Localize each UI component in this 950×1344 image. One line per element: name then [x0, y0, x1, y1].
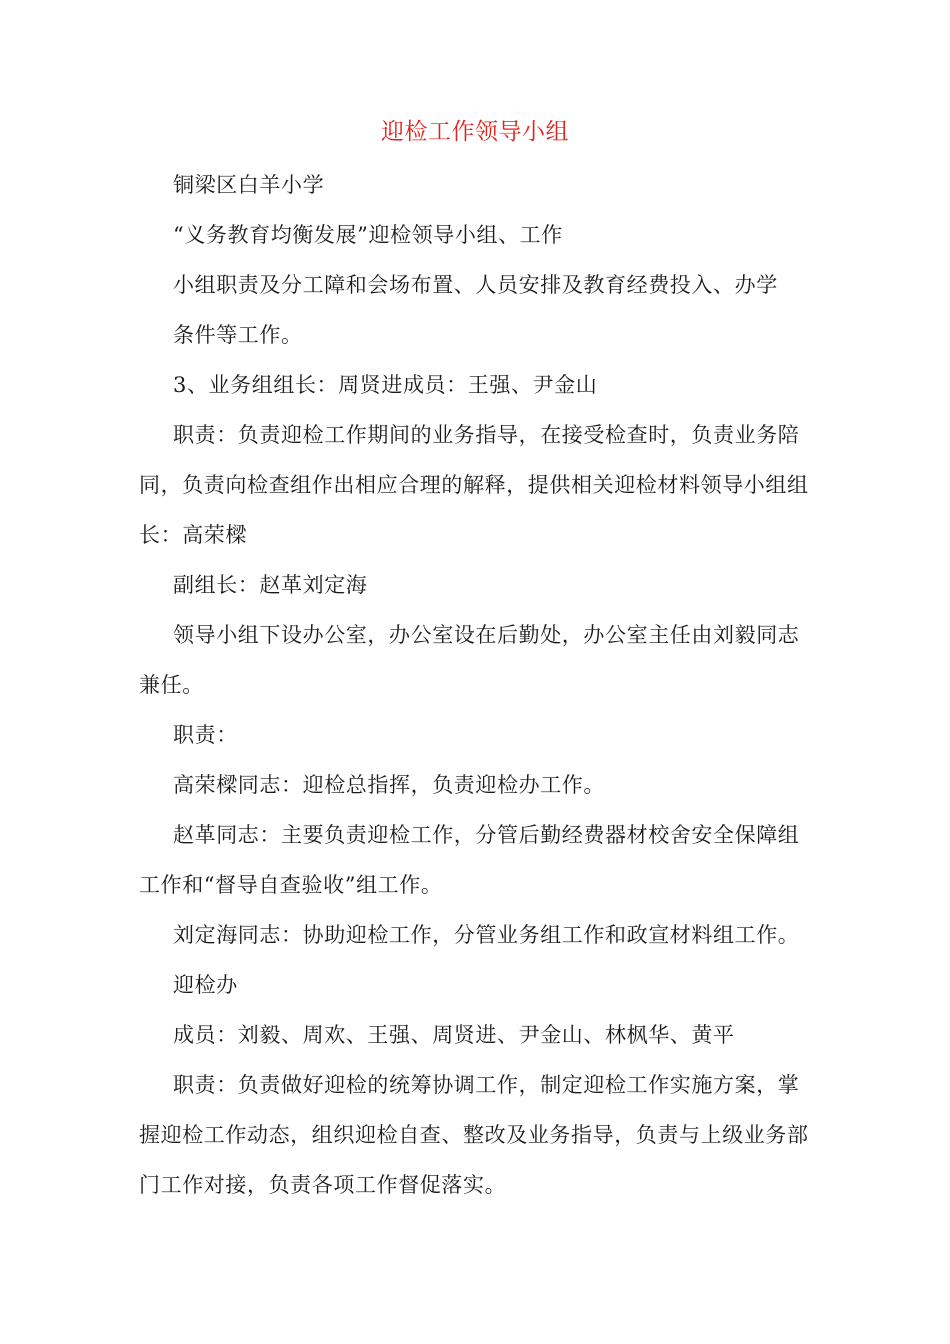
paragraph: 铜梁区白羊小学: [173, 173, 325, 197]
paragraph: 小组职责及分工障和会场布置、人员安排及教育经费投入、办学: [173, 273, 778, 297]
paragraph: 成员：刘毅、周欢、王强、周贤进、尹金山、林枫华、黄平: [173, 1023, 735, 1047]
document-body: [139, 160, 819, 1210]
paragraph: 职责：负责迎检工作期间的业务指导，在接受检查时，负责业务陪同，负责向检查组作出相应合理的解释，提供相关迎检材料领导小组组长：高荣樑: [139, 423, 809, 547]
paragraph: 高荣樑同志：迎检总指挥，负责迎检办工作。: [173, 773, 605, 797]
paragraph: 迎检办: [173, 973, 238, 997]
paragraph: 领导小组下设办公室，办公室设在后勤处，办公室主任由刘毅同志兼任。: [139, 623, 800, 697]
paragraph: 职责：负责做好迎检的统筹协调工作，制定迎检工作实施方案，掌握迎检工作动态，组织迎检自查、整改及业务指导，负责与上级业务部门工作对接，负责各项工作督促落实。: [139, 1073, 809, 1197]
paragraph: 3、业务组组长：周贤进成员：王强、尹金山: [173, 373, 598, 397]
paragraph: 赵革同志：主要负责迎检工作，分管后勤经费器材校舍安全保障组工作和“督导自查验收”组工作。: [139, 823, 800, 897]
paragraph: 职责：: [173, 723, 238, 747]
paragraph: 刘定海同志：协助迎检工作，分管业务组工作和政宣材料组工作。: [173, 923, 800, 947]
paragraph: 副组长：赵革刘定海: [173, 573, 368, 597]
paragraph: “义务教育均衡发展”迎检领导小组、工作: [173, 223, 563, 247]
document-title: 迎检工作领导小组: [381, 119, 569, 145]
paragraph: 条件等工作。: [173, 323, 303, 347]
